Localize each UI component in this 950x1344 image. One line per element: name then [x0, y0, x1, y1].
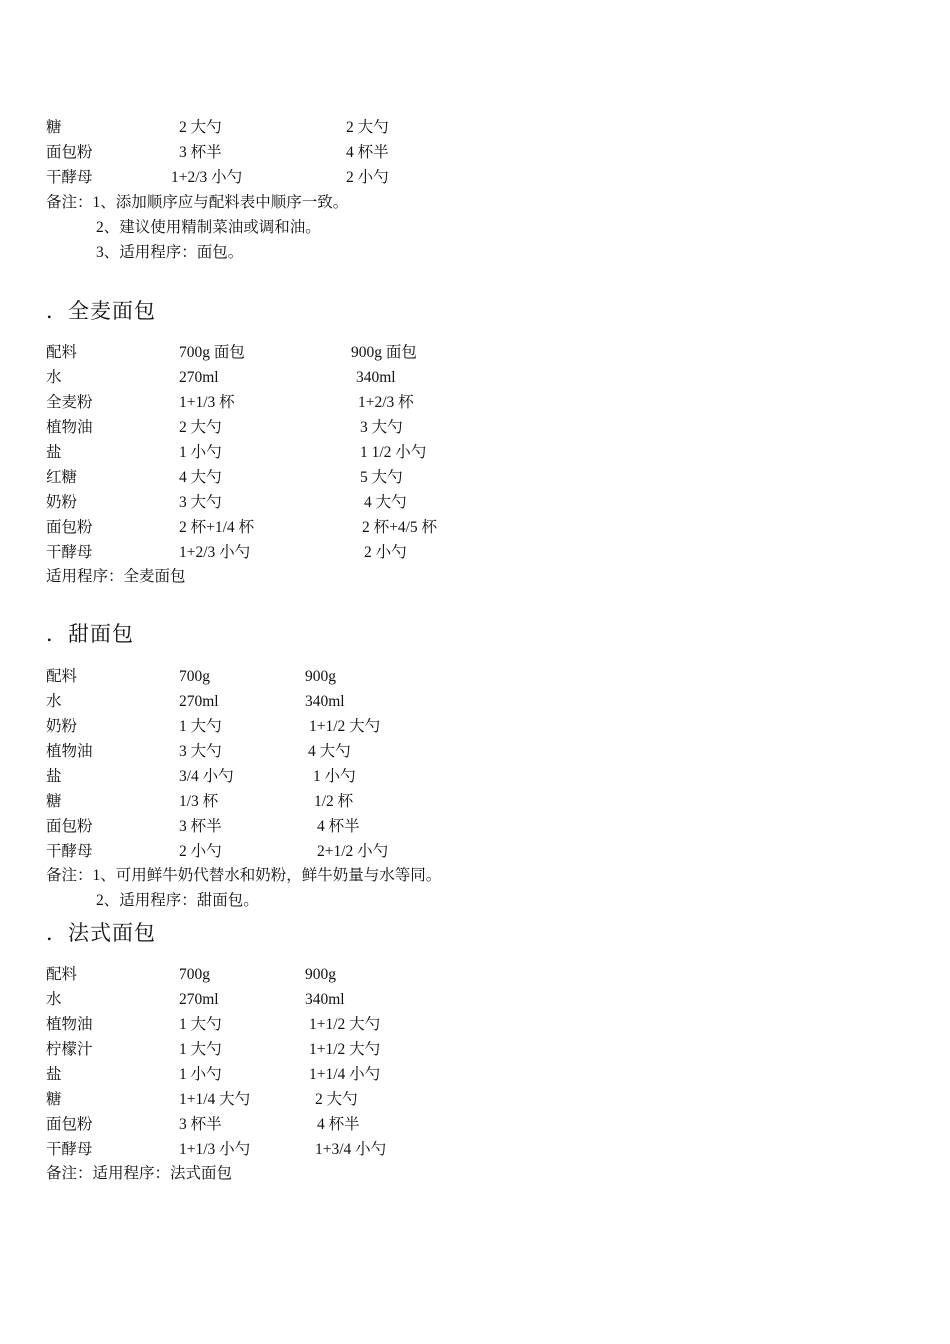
ingredient-name: 奶粉 — [46, 718, 78, 735]
ingredient-row — [46, 1137, 446, 1162]
ingredient-row — [46, 140, 466, 165]
note-line: 适用程序：全麦面包 — [46, 568, 186, 585]
amount-900: 4 大勺 — [308, 743, 351, 760]
ingredient-row — [46, 789, 446, 814]
ingredient-name: 红糖 — [46, 469, 78, 486]
amount-700: 3/4 小勺 — [179, 768, 234, 785]
amount-900: 1 小勺 — [313, 768, 356, 785]
ingredient-name: 面包粉 — [46, 818, 93, 835]
ingredient-row — [46, 839, 446, 864]
note-line: 备注：1、可用鲜牛奶代替水和奶粉，鲜牛奶量与水等同。 — [46, 867, 442, 884]
amount-700: 1+1/4 大勺 — [179, 1091, 251, 1108]
ingredient-name: 糖 — [46, 793, 62, 810]
ingredient-name: 面包粉 — [46, 519, 93, 536]
ingredient-name: 水 — [46, 991, 62, 1008]
amount-900: 1 1/2 小勺 — [360, 444, 427, 461]
amount-700: 2 杯+1/4 杯 — [179, 519, 255, 536]
ingredient-name: 盐 — [46, 444, 62, 461]
amount-700: 4 大勺 — [179, 469, 222, 486]
ingredient-name: 干酵母 — [46, 544, 93, 561]
ingredient-name: 配料 — [46, 344, 78, 361]
ingredient-row — [46, 515, 486, 540]
ingredient-row — [46, 1062, 446, 1087]
ingredient-name: 面包粉 — [46, 1116, 93, 1133]
amount-700: 270ml — [179, 693, 219, 710]
amount-900: 900g 面包 — [351, 344, 417, 361]
ingredient-row — [46, 689, 446, 714]
ingredient-row — [46, 814, 446, 839]
ingredient-name: 配料 — [46, 966, 78, 983]
ingredient-name: 全麦粉 — [46, 394, 93, 411]
ingredient-row — [46, 115, 466, 140]
ingredient-name: 盐 — [46, 1066, 62, 1083]
amount-900: 900g — [305, 668, 336, 685]
section-heading: ．全麦面包 — [46, 299, 156, 323]
amount-700: 2 小勺 — [179, 843, 222, 860]
ingredient-name: 奶粉 — [46, 494, 78, 511]
amount-900: 4 杯半 — [346, 144, 389, 161]
amount-700: 3 大勺 — [179, 743, 222, 760]
amount-900: 2 小勺 — [364, 544, 407, 561]
amount-700: 2 大勺 — [179, 119, 222, 136]
ingredient-name: 干酵母 — [46, 843, 93, 860]
ingredient-row — [46, 540, 486, 565]
ingredient-row — [46, 764, 446, 789]
ingredient-name: 配料 — [46, 668, 78, 685]
amount-700: 1 大勺 — [179, 1041, 222, 1058]
ingredient-name: 植物油 — [46, 743, 93, 760]
amount-900: 4 杯半 — [317, 818, 360, 835]
ingredient-name: 柠檬汁 — [46, 1041, 93, 1058]
amount-900: 1+1/2 大勺 — [309, 1016, 381, 1033]
ingredient-row — [46, 415, 486, 440]
amount-700: 700g 面包 — [179, 344, 245, 361]
ingredient-name: 盐 — [46, 768, 62, 785]
ingredient-row — [46, 1037, 446, 1062]
section-heading: ．甜面包 — [46, 622, 134, 646]
section-heading: ．法式面包 — [46, 921, 156, 945]
ingredient-name: 干酵母 — [46, 1141, 93, 1158]
ingredient-name: 植物油 — [46, 419, 93, 436]
amount-700: 1 大勺 — [179, 1016, 222, 1033]
amount-900: 5 大勺 — [360, 469, 403, 486]
amount-900: 1+3/4 小勺 — [315, 1141, 387, 1158]
ingredient-row — [46, 165, 466, 190]
amount-900: 1/2 杯 — [314, 793, 354, 810]
note-line: 备注：1、添加顺序应与配料表中顺序一致。 — [46, 194, 349, 211]
ingredient-name: 糖 — [46, 1091, 62, 1108]
amount-900: 340ml — [356, 369, 396, 386]
amount-900: 2+1/2 小勺 — [317, 843, 389, 860]
amount-700: 3 杯半 — [179, 818, 222, 835]
ingredient-name: 水 — [46, 693, 62, 710]
amount-700: 3 杯半 — [179, 144, 222, 161]
amount-700: 1/3 杯 — [179, 793, 219, 810]
amount-900: 2 大勺 — [315, 1091, 358, 1108]
amount-900: 1+1/4 小勺 — [309, 1066, 381, 1083]
ingredient-row — [46, 465, 486, 490]
amount-700: 1+2/3 小勺 — [171, 169, 243, 186]
note-line: 2、建议使用精制菜油或调和油。 — [96, 219, 321, 236]
amount-900: 340ml — [305, 693, 345, 710]
ingredient-row — [46, 490, 486, 515]
ingredient-name: 植物油 — [46, 1016, 93, 1033]
amount-700: 700g — [179, 966, 210, 983]
amount-700: 270ml — [179, 369, 219, 386]
amount-700: 700g — [179, 668, 210, 685]
ingredient-row — [46, 1112, 446, 1137]
ingredient-row — [46, 440, 486, 465]
ingredient-row — [46, 739, 446, 764]
amount-900: 3 大勺 — [360, 419, 403, 436]
ingredient-row — [46, 962, 446, 987]
amount-900: 1+1/2 大勺 — [309, 718, 381, 735]
amount-900: 2 大勺 — [346, 119, 389, 136]
amount-700: 1+1/3 杯 — [179, 394, 235, 411]
amount-700: 3 杯半 — [179, 1116, 222, 1133]
amount-900: 1+1/2 大勺 — [309, 1041, 381, 1058]
amount-700: 270ml — [179, 991, 219, 1008]
ingredient-row — [46, 987, 446, 1012]
ingredient-row — [46, 340, 486, 365]
amount-900: 340ml — [305, 991, 345, 1008]
note-line: 3、适用程序：面包。 — [96, 244, 244, 261]
amount-900: 900g — [305, 966, 336, 983]
ingredient-row — [46, 714, 446, 739]
amount-700: 2 大勺 — [179, 419, 222, 436]
amount-900: 4 大勺 — [364, 494, 407, 511]
amount-700: 1 大勺 — [179, 718, 222, 735]
amount-700: 3 大勺 — [179, 494, 222, 511]
amount-700: 1 小勺 — [179, 1066, 222, 1083]
amount-900: 2 杯+4/5 杯 — [362, 519, 438, 536]
amount-700: 1+2/3 小勺 — [179, 544, 251, 561]
note-line: 备注：适用程序：法式面包 — [46, 1165, 233, 1182]
ingredient-name: 干酵母 — [46, 169, 93, 186]
amount-700: 1+1/3 小勺 — [179, 1141, 251, 1158]
amount-900: 4 杯半 — [317, 1116, 360, 1133]
ingredient-name: 水 — [46, 369, 62, 386]
amount-700: 1 小勺 — [179, 444, 222, 461]
ingredient-row — [46, 664, 446, 689]
ingredient-row — [46, 1087, 446, 1112]
amount-900: 2 小勺 — [346, 169, 389, 186]
ingredient-row — [46, 365, 486, 390]
note-line: 2、适用程序：甜面包。 — [96, 892, 259, 909]
ingredient-name: 糖 — [46, 119, 62, 136]
ingredient-name: 面包粉 — [46, 144, 93, 161]
ingredient-row — [46, 390, 486, 415]
amount-900: 1+2/3 杯 — [358, 394, 414, 411]
ingredient-row — [46, 1012, 446, 1037]
